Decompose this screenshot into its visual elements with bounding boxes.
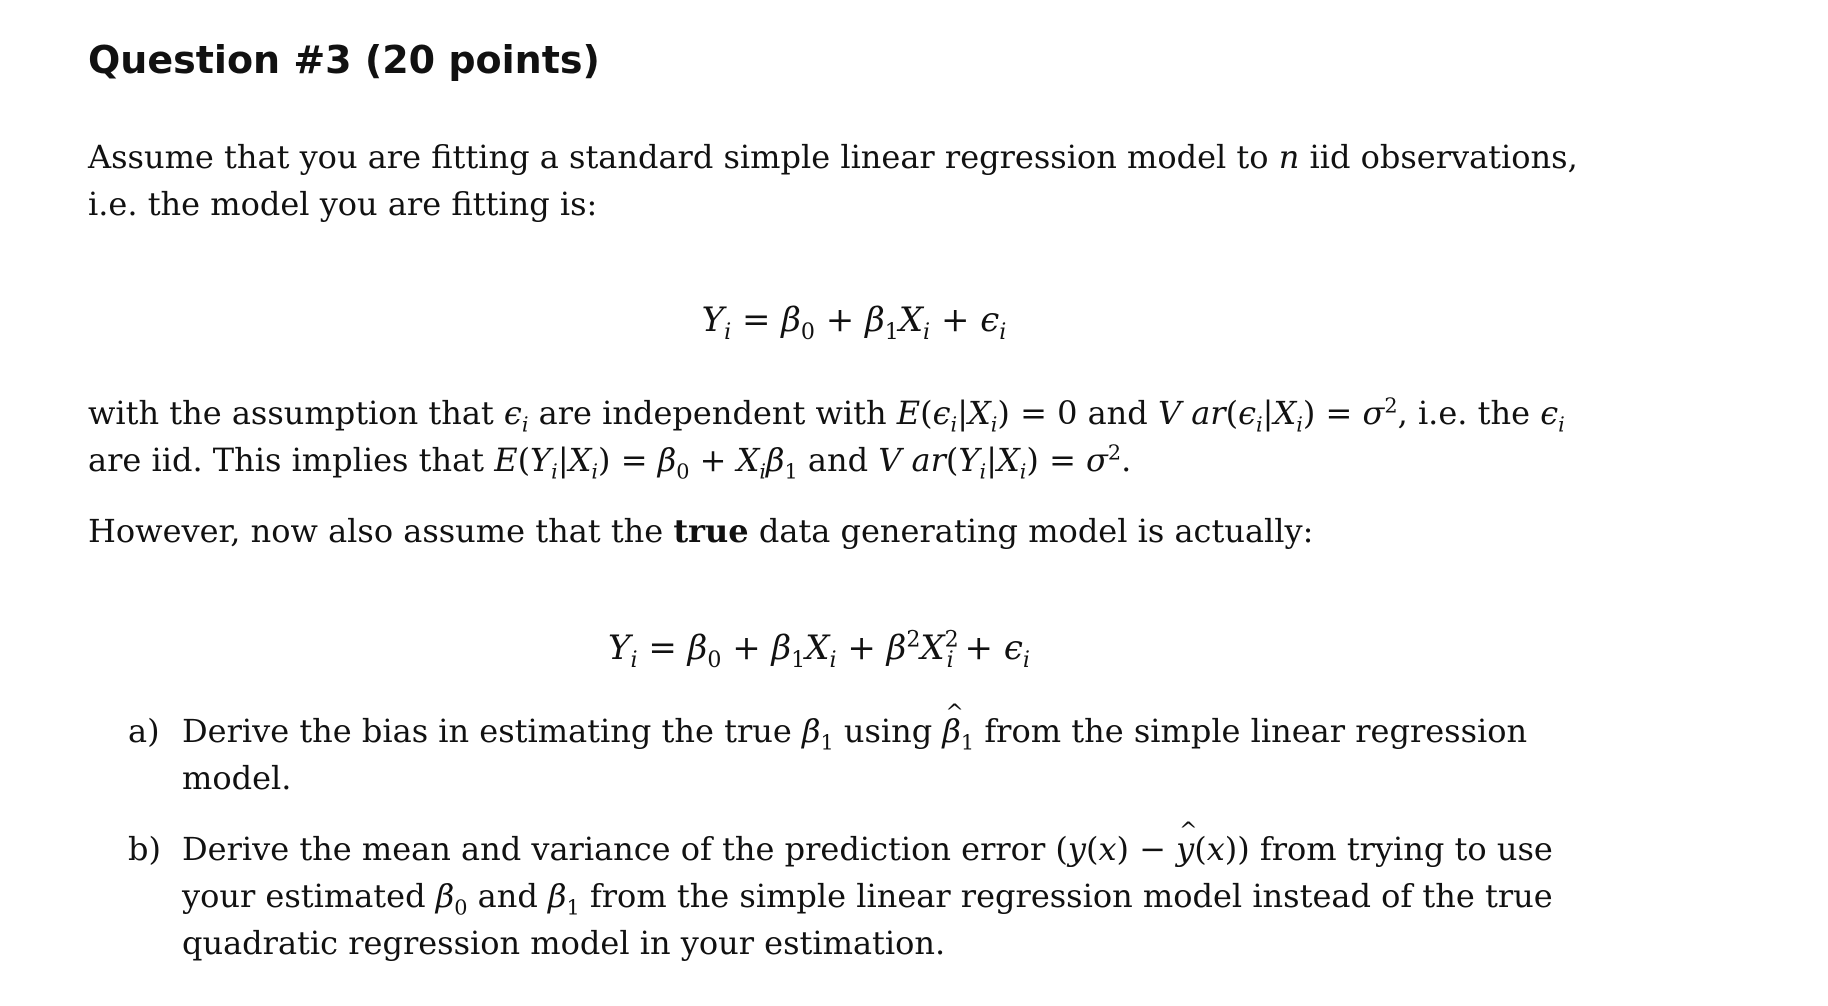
intro-paragraph: [88, 134, 1628, 228]
list-item: [128, 826, 1630, 967]
item-marker-a: a): [128, 712, 160, 750]
true-bold-word: true: [673, 512, 749, 550]
question-title: Question #3 (20 points): [88, 38, 600, 82]
assumption-paragraph: with the assumption that $\epsilon_i$ are independent with $E(\epsilon_i|X_i) = 0$ and V $ar(\epsilon_i|X_i) = \sigma^2$, i.e. the $\epsilon_i$ are iid. This implies that $E(Y_i|X_i) = \beta_0 + X_i\beta_1$ and V $ar(Y_i|X_i) = \sigma^2$.: [88, 393, 1565, 484]
list-item: [128, 708, 1630, 802]
item-b-text: Derive the mean and variance of the prediction error (y(x) − ^ y(x)) from trying to use your estimated $\beta_0$ and $\beta_1$ from the simple linear regression model instead of the true quadratic regression model in your estimation.: [182, 826, 1630, 967]
item-a-text: Derive the bias in estimating the true $\beta_1$ using ^ $\beta_1$ from the simple linear regression model.: [182, 708, 1630, 802]
simple-model-equation: $Y_i = \beta_0 + \beta_1X_i + \epsilon_i$: [701, 300, 1007, 345]
however-paragraph: However, now also assume that the true data generating model is actually:: [88, 512, 1314, 550]
true-model-equation: $Y_i = \beta_0 + \beta_1X_i + \beta^2X^2_i + \epsilon_i$: [608, 626, 1030, 673]
intro-text-2: iid observations, i.e. the model you are fitting is:: [88, 138, 1578, 223]
intro-var-n: n: [1278, 138, 1300, 176]
intro-text-1: Assume that you are fitting a standard simple linear regression model to: [88, 138, 1269, 176]
item-marker-b: b): [128, 830, 161, 868]
